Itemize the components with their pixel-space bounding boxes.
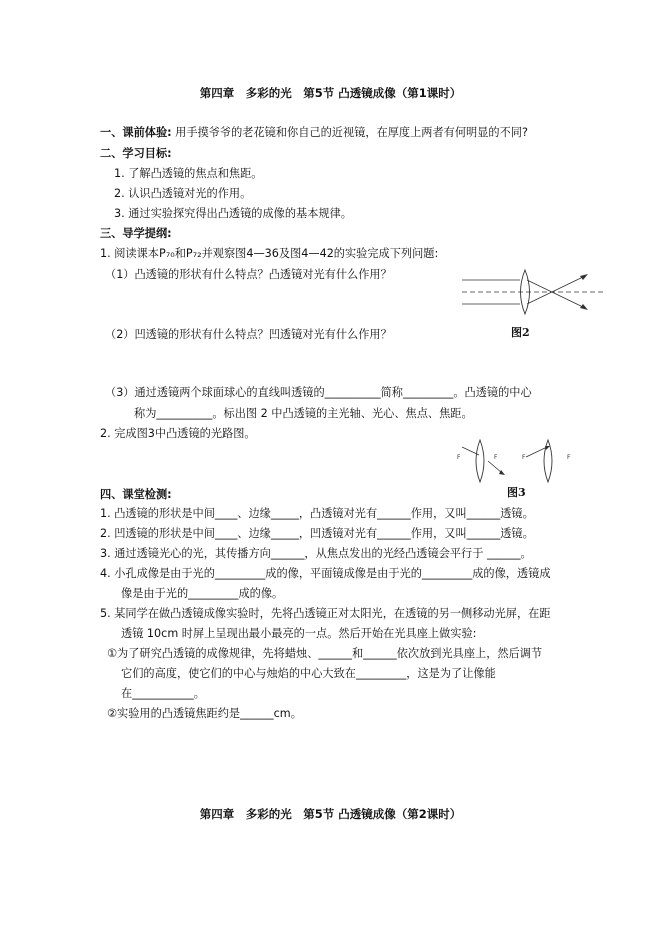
- check-line-5-sub1: ①为了研究凸透镜的成像规律，先将蜡烛、______和______依次放到光具座上，然后调节: [107, 647, 543, 660]
- check-line-5: 5. 某同学在做凸透镜成像实验时，先将凸透镜正对太阳光，在透镜的另一侧移动光屏，在距: [100, 607, 551, 620]
- focal-point-mark: F: [567, 454, 571, 461]
- check-line-5-sub2: ②实验用的凸透镜焦距约是______cm。: [107, 707, 302, 720]
- goal-item-2: 2. 认识凸透镜对光的作用。: [114, 187, 252, 200]
- check-line-1: 1. 凸透镜的形状是中间____、边缘_____，凸透镜对光有______作用，又叫______透镜。: [100, 507, 534, 520]
- check-line-5-cont: 透镜 10cm 时屏上呈现出最小最亮的一点。然后开始在光具座上做实验:: [121, 627, 477, 640]
- section1-text: 用手摸爷爷的老花镜和你自己的近视镜，在厚度上两者有何明显的不同?: [175, 126, 528, 139]
- focal-point-mark: F: [522, 454, 526, 461]
- incident-ray-left-2: [488, 461, 502, 473]
- lesson1-title: 第四章 多彩的光 第5节 凸透镜成像（第1课时）: [199, 86, 462, 100]
- guide-q1a: （1）凸透镜的形状有什么特点？凸透镜对光有什么作用？: [105, 268, 392, 281]
- check-line-2: 2. 凹透镜的形状是中间____、边缘_____，凹透镜对光有______作用，又叫______透镜。: [100, 527, 534, 540]
- figure-2-label: 图2: [511, 326, 530, 339]
- check-line-5-sub1-cont: 它们的高度，使它们的中心与烛焰的中心大致在_________，这是为了让像能: [121, 667, 496, 680]
- lesson2-title: 第四章 多彩的光 第5节 凸透镜成像（第2课时）: [199, 807, 462, 821]
- section1-heading: 一、课前体验:: [100, 126, 172, 139]
- guide-q1c: （3）通过透镜两个球面球心的直线叫透镜的__________简称_________。凸透镜的中心: [105, 386, 532, 399]
- goal-item-1: 1. 了解凸透镜的焦点和焦距。: [114, 167, 263, 180]
- section4-heading: 四、课堂检测:: [100, 488, 172, 501]
- section1-line: [100, 125, 528, 140]
- refracted-ray-top: [527, 280, 585, 308]
- guide-q2: 2. 完成图3中凸透镜的光路图。: [100, 427, 256, 440]
- guide-q1: 1. 阅读课本P₇₀和P₇₂并观察图4—36及图4—42的实验完成下列问题:: [100, 247, 439, 260]
- check-line-3: 3. 通过透镜光心的光，其传播方向______，从焦点发出的光经凸透镜会平行于 ______。: [100, 547, 532, 560]
- goal-item-3: 3. 通过实验探究得出凸透镜的成像的基本规律。: [114, 207, 352, 220]
- section2-heading: 二、学习目标:: [100, 147, 172, 160]
- guide-q1c-cont: 称为__________。标出图 2 中凸透镜的主光轴、光心、焦点、焦距。: [134, 407, 473, 420]
- check-line-4-cont: 像是由于光的_________成的像。: [121, 587, 284, 600]
- section3-heading: 三、导学提纲:: [100, 227, 172, 240]
- guide-q1b: （2）凹透镜的形状有什么特点？凹透镜对光有什么作用？: [105, 328, 392, 341]
- arrow-head-icon: [545, 446, 550, 450]
- arrow-head-icon: [580, 304, 588, 310]
- refracted-ray-bottom: [527, 276, 585, 304]
- arrow-head-icon: [580, 274, 588, 280]
- check-line-5-sub1-end: 在___________。: [121, 687, 205, 700]
- check-line-4: 4. 小孔成像是由于光的_________成的像，平面镜成像是由于光的_________成的像，透镜成: [100, 567, 551, 580]
- figure-3-label: 图3: [507, 486, 526, 499]
- focal-point-mark: F: [494, 454, 498, 461]
- figure-2-diagram: [460, 268, 610, 318]
- figure-3-diagram: [450, 437, 585, 485]
- left-lens-shape: [476, 440, 484, 482]
- focal-point-mark: F: [457, 454, 461, 461]
